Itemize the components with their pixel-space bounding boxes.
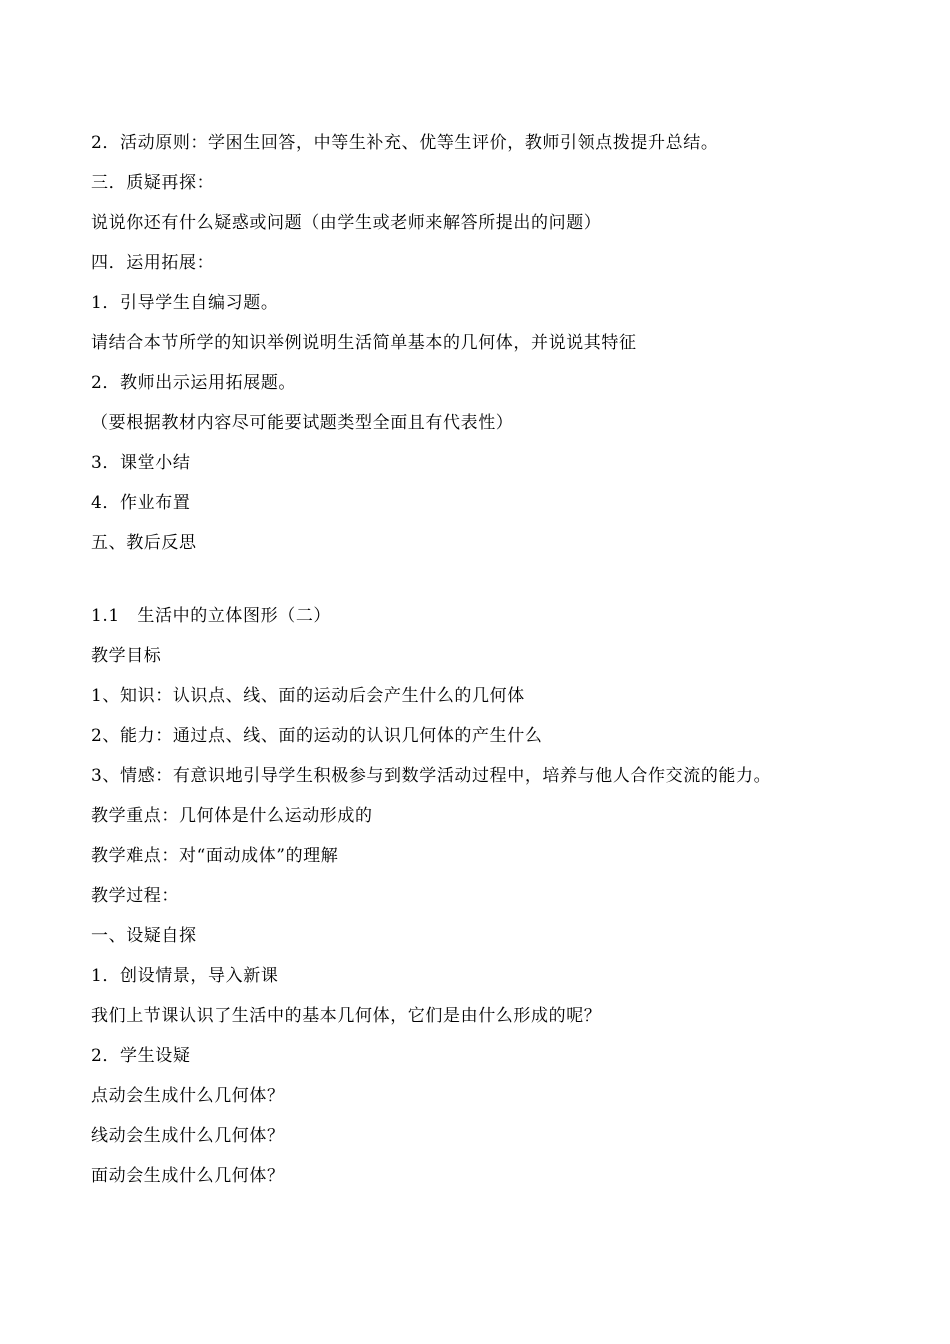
extension-note-line: （要根据教材内容尽可能要试题类型全面且有代表性）	[91, 413, 514, 433]
teaching-process-heading: 教学过程：	[91, 886, 179, 906]
key-point-line: 教学重点：几何体是什么运动形成的	[91, 806, 373, 826]
surface-motion-question: 面动会生成什么几何体？	[91, 1166, 285, 1186]
teaching-objectives-heading: 教学目标	[91, 646, 162, 666]
example-instruction-line: 请结合本节所学的知识举例说明生活简单基本的几何体，并说说其特征	[91, 333, 637, 353]
objective-ability-line: 2、能力：通过点、线、面的运动的认识几何体的产生什么	[91, 726, 543, 746]
section-spacer	[91, 563, 891, 596]
heading-questioning-again: 三．质疑再探：	[91, 173, 215, 193]
line-motion-question: 线动会生成什么几何体？	[91, 1126, 285, 1146]
objective-emotion-line: 3、情感：有意识地引导学生积极参与到数学活动过程中，培养与他人合作交流的能力。	[91, 766, 772, 786]
section-lesson-plan	[91, 596, 891, 1196]
heading-self-exploration: 一、设疑自探	[91, 926, 197, 946]
activity-principle-line: 2．活动原则：学困生回答，中等生补充、优等生评价，教师引领点拨提升总结。	[91, 133, 719, 153]
section-activity-and-extension	[91, 123, 891, 563]
homework-line: 4．作业布置	[91, 493, 191, 513]
questioning-prompt-line: 说说你还有什么疑惑或问题（由学生或老师来解答所提出的问题）	[91, 213, 602, 233]
objective-knowledge-line: 1、知识：认识点、线、面的运动后会产生什么的几何体	[91, 686, 525, 706]
create-scenario-line: 1．创设情景，导入新课	[91, 966, 279, 986]
point-motion-question: 点动会生成什么几何体？	[91, 1086, 285, 1106]
difficult-point-line: 教学难点：对“面动成体”的理解	[91, 846, 339, 866]
lesson-title: 1.1 生活中的立体图形（二）	[91, 606, 332, 626]
self-made-exercise-line: 1．引导学生自编习题。	[91, 293, 279, 313]
intro-question-line: 我们上节课认识了生活中的基本几何体，它们是由什么形成的呢？	[91, 1006, 602, 1026]
teacher-extension-line: 2．教师出示运用拓展题。	[91, 373, 297, 393]
class-summary-line: 3．课堂小结	[91, 453, 191, 473]
student-questions-heading: 2．学生设疑	[91, 1046, 191, 1066]
heading-application-extension: 四．运用拓展：	[91, 253, 215, 273]
heading-reflection: 五、教后反思	[91, 533, 197, 553]
document-body	[91, 123, 891, 1196]
